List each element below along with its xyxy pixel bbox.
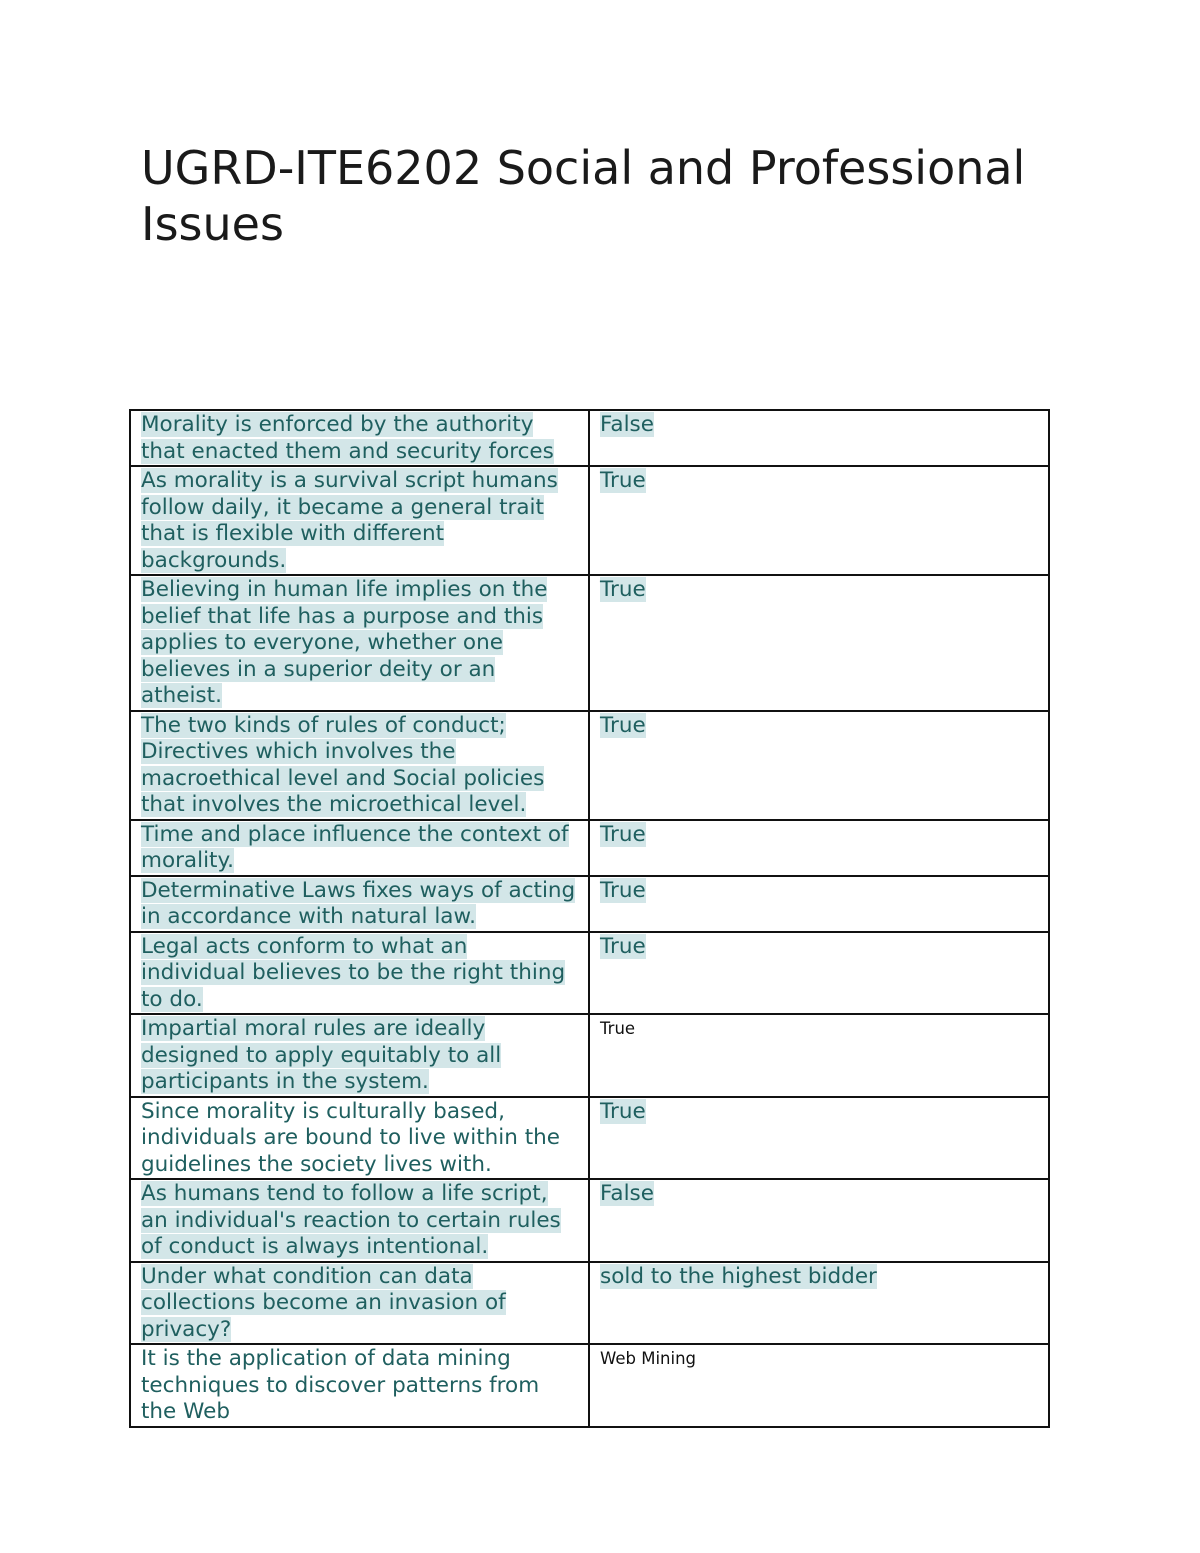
table-row [130, 575, 1049, 711]
question-text: The two kinds of rules of conduct; Directives which involves the macroethical level and Social policies that involves the microethical level. [141, 712, 545, 817]
answer-cell [589, 1014, 1049, 1097]
document-title: UGRD-ITE6202 Social and Professional Issues [141, 141, 1026, 251]
answer-text: True [600, 1098, 646, 1124]
question-text: As morality is a survival script humans follow daily, it became a general trait that is flexible with different backgrounds. [141, 468, 558, 573]
answer-text: True [600, 821, 646, 847]
question-text: Believing in human life implies on the belief that life has a purpose and this applies to everyone, whether one believes in a superior deity or an atheist. [141, 577, 548, 708]
question-cell [130, 1179, 589, 1262]
table-row [130, 876, 1049, 932]
answer-cell [589, 1179, 1049, 1262]
answer-text: False [600, 1181, 654, 1206]
table-row [130, 1179, 1049, 1262]
question-text: Time and place influence the context of morality. [141, 821, 569, 873]
answer-text: True [600, 933, 646, 959]
answer-text: True [600, 577, 646, 602]
answer-text: True [600, 712, 646, 738]
answer-cell [589, 466, 1049, 575]
answer-text: Web Mining [600, 1349, 697, 1368]
table-row [130, 1344, 1049, 1427]
answer-cell [589, 1097, 1049, 1180]
answer-cell [589, 575, 1049, 711]
question-cell [130, 1344, 589, 1427]
table-row [130, 466, 1049, 575]
table-row [130, 932, 1049, 1015]
question-cell [130, 1262, 589, 1345]
question-cell [130, 466, 589, 575]
question-cell [130, 575, 589, 711]
table-row [130, 1014, 1049, 1097]
answer-text: False [600, 412, 654, 437]
table-row [130, 1097, 1049, 1180]
answer-cell [589, 410, 1049, 466]
answer-text: sold to the highest bidder [600, 1263, 877, 1289]
answer-cell [589, 876, 1049, 932]
question-text: Since morality is culturally based, individuals are bound to live within the guidelines the society lives with. [141, 1098, 560, 1177]
answer-cell [589, 1344, 1049, 1427]
question-text: Morality is enforced by the authority that enacted them and security forces [141, 412, 554, 464]
answer-cell [589, 932, 1049, 1015]
question-text: It is the application of data mining techniques to discover patterns from the Web [141, 1346, 540, 1424]
question-text: Impartial moral rules are ideally designed to apply equitably to all participants in the system. [141, 1016, 502, 1094]
table-row [130, 1262, 1049, 1345]
question-text: Determinative Laws fixes ways of acting in accordance with natural law. [141, 877, 576, 929]
question-cell [130, 410, 589, 466]
question-cell [130, 932, 589, 1015]
question-cell [130, 876, 589, 932]
question-cell [130, 1097, 589, 1180]
question-text: As humans tend to follow a life script, an individual's reaction to certain rules of conduct is always intentional. [141, 1181, 561, 1259]
question-text: Legal acts conform to what an individual believes to be the right thing to do. [141, 933, 566, 1012]
answer-text: True [600, 1019, 636, 1038]
answer-cell [589, 711, 1049, 820]
table-row [130, 820, 1049, 876]
table-row [130, 711, 1049, 820]
answer-cell [589, 1262, 1049, 1345]
question-cell [130, 820, 589, 876]
question-cell [130, 1014, 589, 1097]
qa-table [129, 409, 1050, 1428]
answer-text: True [600, 468, 646, 493]
question-text: Under what condition can data collections become an invasion of privacy? [141, 1263, 506, 1342]
answer-cell [589, 820, 1049, 876]
question-cell [130, 711, 589, 820]
answer-text: True [600, 877, 646, 903]
table-row [130, 410, 1049, 466]
